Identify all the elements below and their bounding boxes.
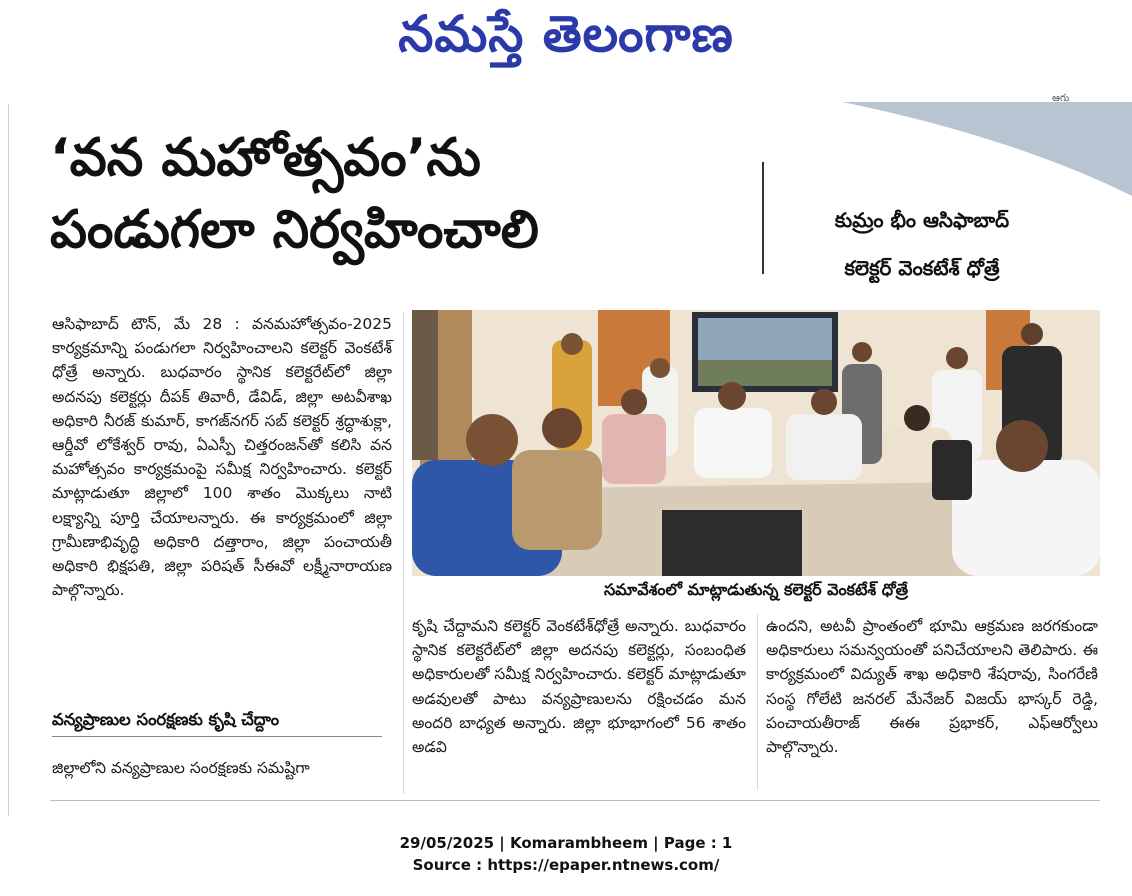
subdeck: [772, 196, 1072, 292]
meeting-photo: [412, 310, 1100, 576]
headline: [50, 122, 770, 266]
photo-head-standing-3: [852, 342, 872, 362]
footer-date-edition: 29/05/2025 | Komarambheem | Page : 1: [399, 834, 733, 852]
photo-left-window: [412, 310, 438, 460]
left-border-line: [8, 104, 9, 816]
photo-head-front-right: [996, 420, 1048, 472]
photo-head-officer: [542, 408, 582, 448]
meeting-photo-illustration: [412, 310, 1100, 576]
photo-head-standing-5: [1021, 323, 1043, 345]
article-column-1: ఆసిఫాబాద్ టౌన్, మే 28 : వనమహోత్సవం-2025 కార్యక్రమాన్ని పండుగలా నిర్వహించాలని కలెక్టర్ వెంకటేశ్ ధోత్రే అన్నారు. బుధవారం స్థానిక కలెక్టరేట్‌లో జిల్లా అదనపు కలెక్టర్లు దీపక్ తివారీ, డేవిడ్, జిల్లా అటవీశాఖ అధికారి నీరజ్ కుమార్, కాగజ్‌నగర్ సబ్ కలెక్టర్ శ్రద్ధాశుక్లా, ఆర్డీవో లోకేశ్వర్ రావు, ఏఎస్పీ చిత్తరంజన్‌తో కలిసి వన మహోత్సవం కార్యక్రమంపై సమీక్ష నిర్వహించారు. కలెక్టర్ మాట్లాడుతూ జిల్లాలో 100 శాతం మొక్కలు నాటి లక్ష్యాన్ని పూర్తి చేయాలన్నారు. ఈ కార్యక్రమంలో జిల్లా గ్రామీణాభివృద్ధి అధికారి దత్తారాం, జిల్లా పంచాయతీ అధికారి భిక్షపతి, జిల్లా పరిషత్ సీఈవో లక్ష్మీనారాయణ పాల్గొన్నారు.: [52, 315, 392, 600]
photo-head-seated-1: [621, 389, 647, 415]
headline-separator: [762, 162, 764, 274]
photo-screen-ground: [698, 360, 832, 386]
corner-text: ఆగు: [1052, 93, 1070, 104]
footer-source: Source : https://epaper.ntnews.com/: [412, 856, 720, 874]
photo-person-officer: [512, 450, 602, 550]
subdeck-line-2: కలెక్టర్ వెంకటేశ్ ధోత్రే: [844, 256, 1000, 280]
photo-head-front-left: [466, 414, 518, 466]
photo-head-seated-2: [718, 382, 746, 410]
photo-head-seated-4: [904, 405, 930, 431]
headline-line-2: పండుగలా నిర్వహించాలి: [50, 200, 539, 260]
article-subheading: వన్యప్రాణుల సంరక్షణకు కృషి చేద్దాం: [52, 710, 280, 729]
photo-person-seated-2: [694, 408, 772, 478]
column-separator-1: [403, 312, 404, 794]
photo-head-standing-1: [561, 333, 583, 355]
article-column-3: ఉందని, అటవీ ప్రాంతంలో భూమి ఆక్రమణ జరగకుండా అధికారులు సమన్వయంతో పనిచేయాలని తెలిపారు. ఈ కార్యక్రమంలో విద్యుత్ శాఖ అధికారి శేషరావు, సింగరేణి సంస్థ గోలేటి జనరల్ మేనేజర్ విజయ్ భాస్కర్ రెడ్డి, పంచాయతీరాజ్ ఈఈ ప్రభాకర్, ఎఫ్ఆర్వోలు పాల్గొన్నారు.: [766, 617, 1098, 757]
photo-person-seated-1: [602, 414, 666, 484]
photo-table-centre: [662, 510, 802, 576]
subheading-underline: [52, 736, 382, 737]
photo-head-seated-3: [811, 389, 837, 415]
photo-head-standing-2: [650, 358, 670, 378]
column-separator-2: [757, 614, 758, 790]
swoosh-shape: [842, 102, 1132, 196]
subdeck-line-1: కుమ్రం భీం ఆసిఫాబాద్: [834, 208, 1010, 232]
bottom-rule: [50, 800, 1100, 801]
article-column-2: కృషి చేద్దామని కలెక్టర్ వెంకటేశ్‌ధోత్రే అన్నారు. బుధవారం స్థానిక కలెక్టరేట్‌లో జిల్లా అదనపు కలెక్టర్లు, సంబంధిత అధికారులతో సమీక్ష నిర్వహించారు. కలెక్టర్ మాట్లాడుతూ అడవులతో పాటు వన్యప్రాణులను రక్షించడం మన అందరి బాధ్యత అన్నారు. జిల్లా భూభాగంలో 56 శాతం అడవి: [412, 617, 746, 757]
photo-person-seated-3: [786, 414, 862, 480]
article-column-1-continued: జిల్లాలోని వన్యప్రాణుల సంరక్షణకు సమష్టిగా: [52, 759, 310, 777]
photo-person-front-right: [952, 460, 1100, 576]
photo-caption: సమావేశంలో మాట్లాడుతున్న కలెక్టర్ వెంకటేశ్ ధోత్రే: [603, 580, 909, 599]
photo-chair: [932, 440, 972, 500]
newspaper-logo: నమస్తే తెలంగాణ: [398, 4, 734, 63]
headline-line-1: ‘వన మహోత్సవం’ను: [50, 128, 481, 188]
photo-head-standing-4: [946, 347, 968, 369]
